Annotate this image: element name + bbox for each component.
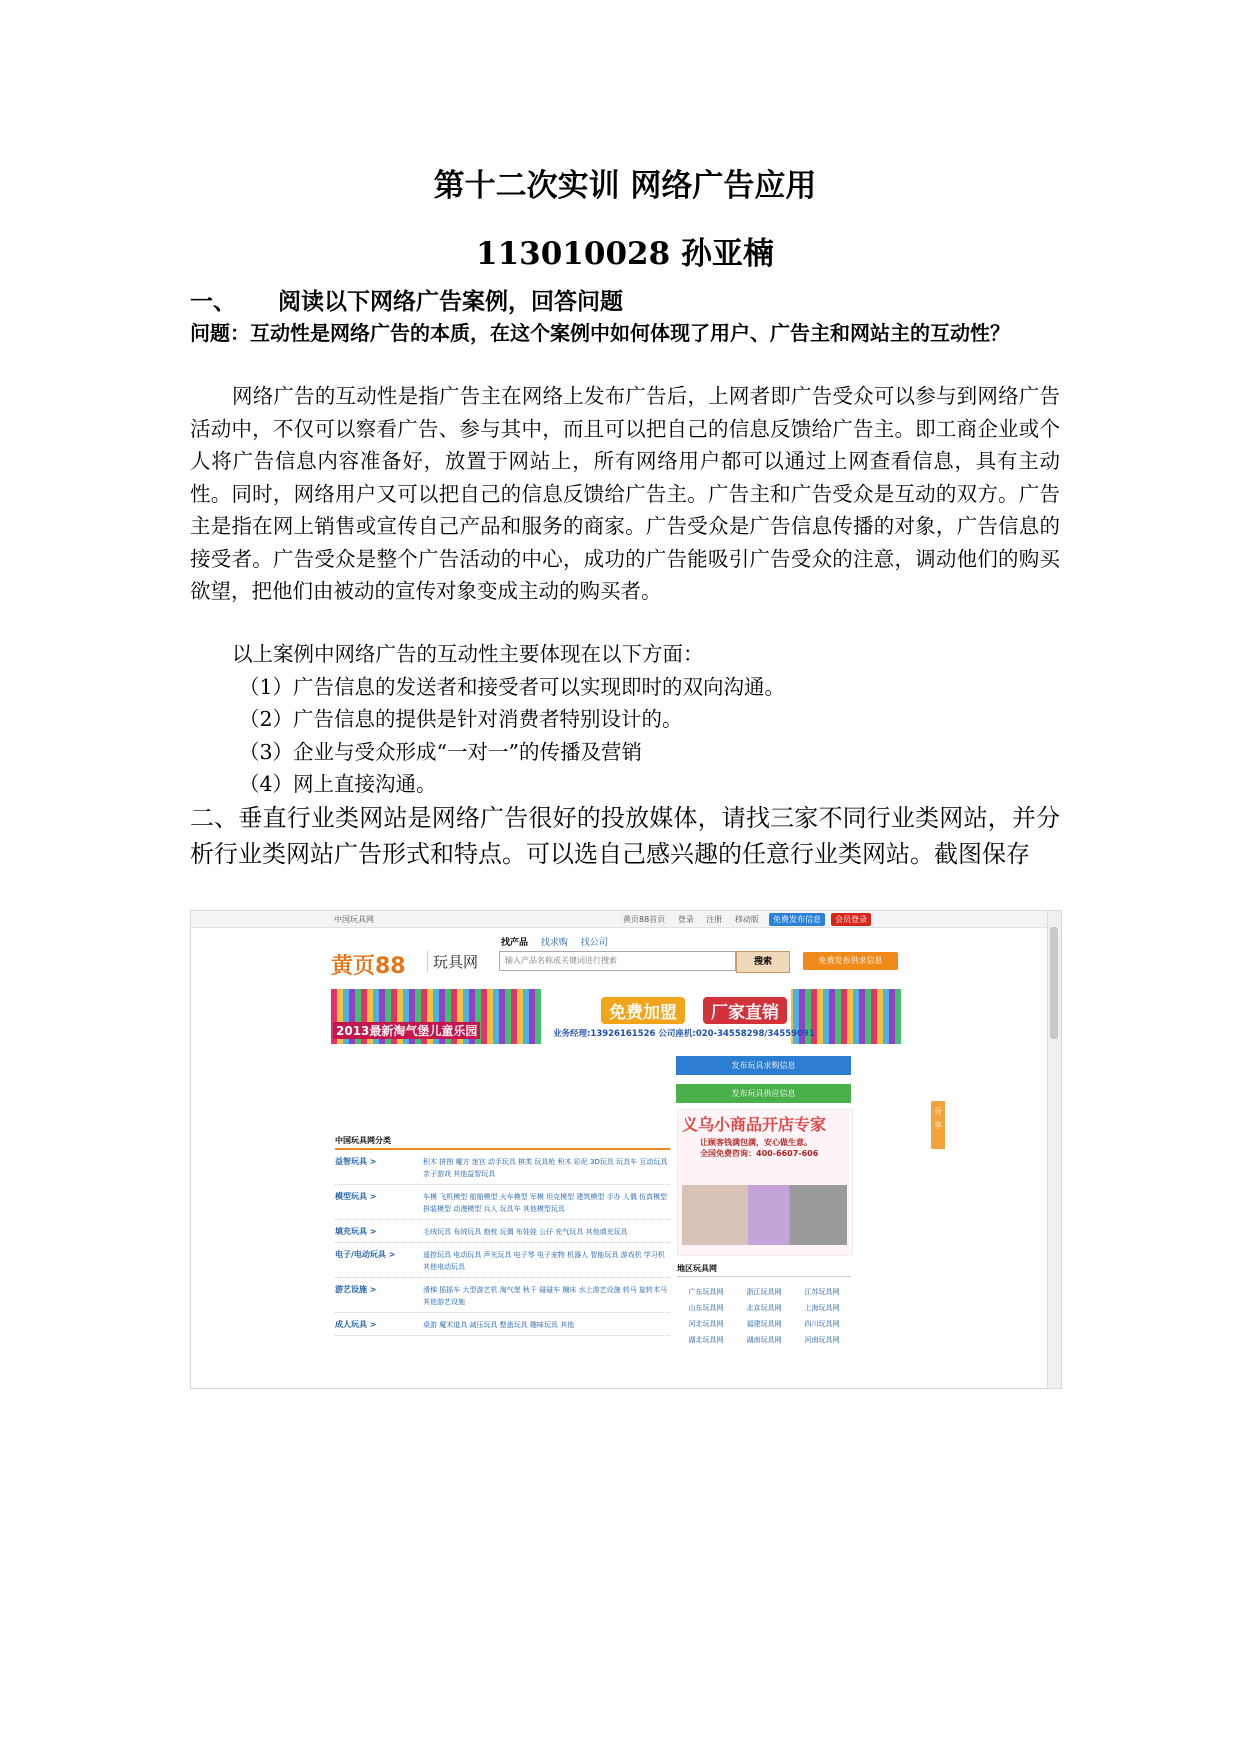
region-link[interactable]: 山东玩具网 — [688, 1304, 724, 1312]
category-items[interactable]: 遥控玩具 电动玩具 声光玩具 电子琴 电子宠物 机器人 智能玩具 游戏机 学习机 其他电动玩具 — [423, 1251, 665, 1271]
top-link[interactable]: 移动版 — [734, 915, 759, 924]
list-item: （3）企业与受众形成“一对一”的传播及营销 — [239, 739, 643, 764]
tab-companies[interactable]: 找公司 — [580, 938, 608, 948]
member-login-button[interactable]: 会员登录 — [831, 913, 871, 926]
banner-contact: 业务经理:13926161526 公司座机:020-34558298/34559091 — [553, 1029, 815, 1039]
scrollbar-thumb[interactable] — [1050, 927, 1058, 1039]
scrollbar[interactable] — [1047, 911, 1061, 1388]
category-items[interactable]: 毛绒玩具 布绒玩具 抱枕 玩偶 布娃娃 公仔 充气玩具 其他填充玩具 — [423, 1228, 628, 1236]
category-items[interactable]: 桌游 魔术道具 减压玩具 整蛊玩具 趣味玩具 其他 — [423, 1321, 575, 1329]
banner-year: 2013最新淘气堡儿童乐园 — [333, 1022, 480, 1039]
category-name[interactable]: 电子/电动玩具 > — [335, 1250, 396, 1259]
answer-paragraph: 网络广告的互动性是指广告主在网络上发布广告后，上网者即广告受众可以参与到网络广告活动中，不仅可以察看广告、参与其中，而且可以把自己的信息反馈给广告主。即工商企业或个人将广告信息内容准备好，放置于网站上，所有网络用户都可以通过上网查看信息，具有主动性。同时，网络用户又可以把自己的信息反馈给广告主。广告主和广告受众是互动的双方。广告主是指在网上销售或宣传自己产品和服务的商家。广告受众是广告信息传播的对象，广告信息的接受者。广告受众是整个广告活动的中心，成功的广告能吸引广告受众的注意，调动他们的购买欲望，把他们由被动的宣传对象变成主动的购买者。 — [190, 384, 1060, 603]
section1-number: 一、 — [190, 288, 236, 315]
list-intro: 以上案例中网络广告的互动性主要体现在以下方面： — [232, 642, 704, 666]
category-header: 中国玩具网分类 — [335, 1135, 670, 1150]
post-buy-button[interactable]: 发布玩具求购信息 — [676, 1056, 851, 1075]
side-ad[interactable] — [677, 1109, 853, 1256]
region-link[interactable]: 浙江玩具网 — [746, 1288, 782, 1296]
category-items[interactable]: 车模 飞机模型 船舶模型 火车模型 军模 坦克模型 建筑模型 手办 人偶 仿真模型 拼装模型 动漫模型 兵人 玩具车 其他模型玩具 — [423, 1193, 668, 1213]
category-name[interactable]: 填充玩具 > — [335, 1227, 377, 1236]
region-link[interactable]: 四川玩具网 — [804, 1320, 840, 1328]
category-group — [335, 1226, 670, 1243]
category-name[interactable]: 游艺设施 > — [335, 1285, 377, 1294]
category-group — [335, 1319, 670, 1336]
search-input[interactable]: 输入产品名称或关键词进行搜索 — [499, 951, 736, 971]
student-line: 113010028 孙亚楠 — [476, 236, 774, 272]
section1-text: 阅读以下网络广告案例，回答问题 — [278, 288, 623, 315]
post-supply-button[interactable]: 发布玩具供应信息 — [676, 1084, 851, 1103]
side-ad-title: 义乌小商品开店专家 — [682, 1115, 827, 1134]
banner-ad[interactable] — [331, 989, 901, 1044]
site-logo[interactable]: 黄页88 — [331, 954, 406, 979]
category-group — [335, 1191, 670, 1220]
region-link[interactable]: 福建玩具网 — [746, 1320, 782, 1328]
search-tabs — [501, 935, 618, 948]
answer-body — [190, 380, 1060, 608]
site-logo-sub: 玩具网 — [427, 951, 478, 972]
list-item: （4）网上直接沟通。 — [239, 772, 437, 796]
region-link[interactable]: 北京玩具网 — [746, 1304, 782, 1312]
region-link[interactable]: 上海玩具网 — [804, 1304, 840, 1312]
category-group — [335, 1284, 670, 1313]
region-link[interactable]: 河南玩具网 — [804, 1336, 840, 1344]
home-link[interactable]: 中国玩具网 — [334, 915, 374, 924]
side-ad-images — [682, 1185, 847, 1245]
region-header: 地区玩具网 — [677, 1263, 851, 1277]
region-link[interactable]: 湖北玩具网 — [688, 1336, 724, 1344]
category-items[interactable]: 滑梯 摇摇车 大型游艺机 淘气堡 秋千 碰碰车 蹦床 水上游艺设施 转马 旋转木马 其他游艺设施 — [423, 1286, 668, 1306]
section1-heading — [190, 283, 623, 316]
top-link[interactable]: 黄页88首页 — [623, 915, 666, 924]
category-items[interactable]: 积木 拼图 魔方 迷宫 动手玩具 棋类 玩具枪 积木 彩泥 3D玩具 玩具车 互动玩具 亲子游戏 其他益智玩具 — [423, 1158, 668, 1178]
top-link[interactable]: 注册 — [706, 915, 723, 924]
side-ad-phone: 全国免费咨询：400-6607-606 — [700, 1149, 819, 1158]
section2-text: 二、垂直行业类网站是网络广告很好的投放媒体，请找三家不同行业类网站，并分析行业类网站广告形式和特点。可以选自己感兴趣的任意行业类网站。截图保存 — [190, 804, 1060, 868]
banner-factory: 厂家直销 — [703, 997, 787, 1024]
banner-free: 免费加盟 — [601, 997, 685, 1024]
list-item: （2）广告信息的提供是针对消费者特别设计的。 — [239, 707, 683, 731]
search-button[interactable]: 搜索 — [736, 951, 790, 973]
share-button[interactable]: 分享 — [931, 1101, 945, 1149]
side-ad-sub: 让顾客钱满包满，安心做生意。 — [700, 1138, 812, 1147]
category-name[interactable]: 成人玩具 > — [335, 1320, 377, 1329]
region-grid — [677, 1287, 851, 1351]
question: 问题：互动性是网络广告的本质，在这个案例中如何体现了用户、广告主和网站主的互动性？ — [190, 321, 1010, 345]
list-item: （1）广告信息的发送者和接受者可以实现即时的双向沟通。 — [239, 674, 786, 699]
website-screenshot — [190, 910, 1062, 1389]
free-post-button[interactable]: 免费发布信息 — [769, 913, 825, 926]
interaction-list — [190, 638, 1060, 801]
top-bar — [191, 911, 1061, 928]
page-title: 第十二次实训 网络广告应用 — [433, 168, 817, 204]
publish-button[interactable]: 免费发布供求信息 — [803, 952, 898, 970]
region-link[interactable]: 江苏玩具网 — [804, 1288, 840, 1296]
region-link[interactable]: 湖南玩具网 — [746, 1336, 782, 1344]
tab-buying[interactable]: 找求购 — [540, 938, 568, 948]
category-group — [335, 1156, 670, 1185]
category-name[interactable]: 益智玩具 > — [335, 1157, 377, 1166]
category-list — [335, 1135, 670, 1342]
category-group — [335, 1249, 670, 1278]
region-list — [677, 1263, 851, 1351]
top-link[interactable]: 登录 — [677, 915, 694, 924]
tab-products[interactable]: 找产品 — [501, 938, 529, 948]
region-link[interactable]: 广东玩具网 — [688, 1288, 724, 1296]
top-links — [623, 914, 769, 925]
region-link[interactable]: 河北玩具网 — [688, 1320, 724, 1328]
category-name[interactable]: 模型玩具 > — [335, 1192, 377, 1201]
